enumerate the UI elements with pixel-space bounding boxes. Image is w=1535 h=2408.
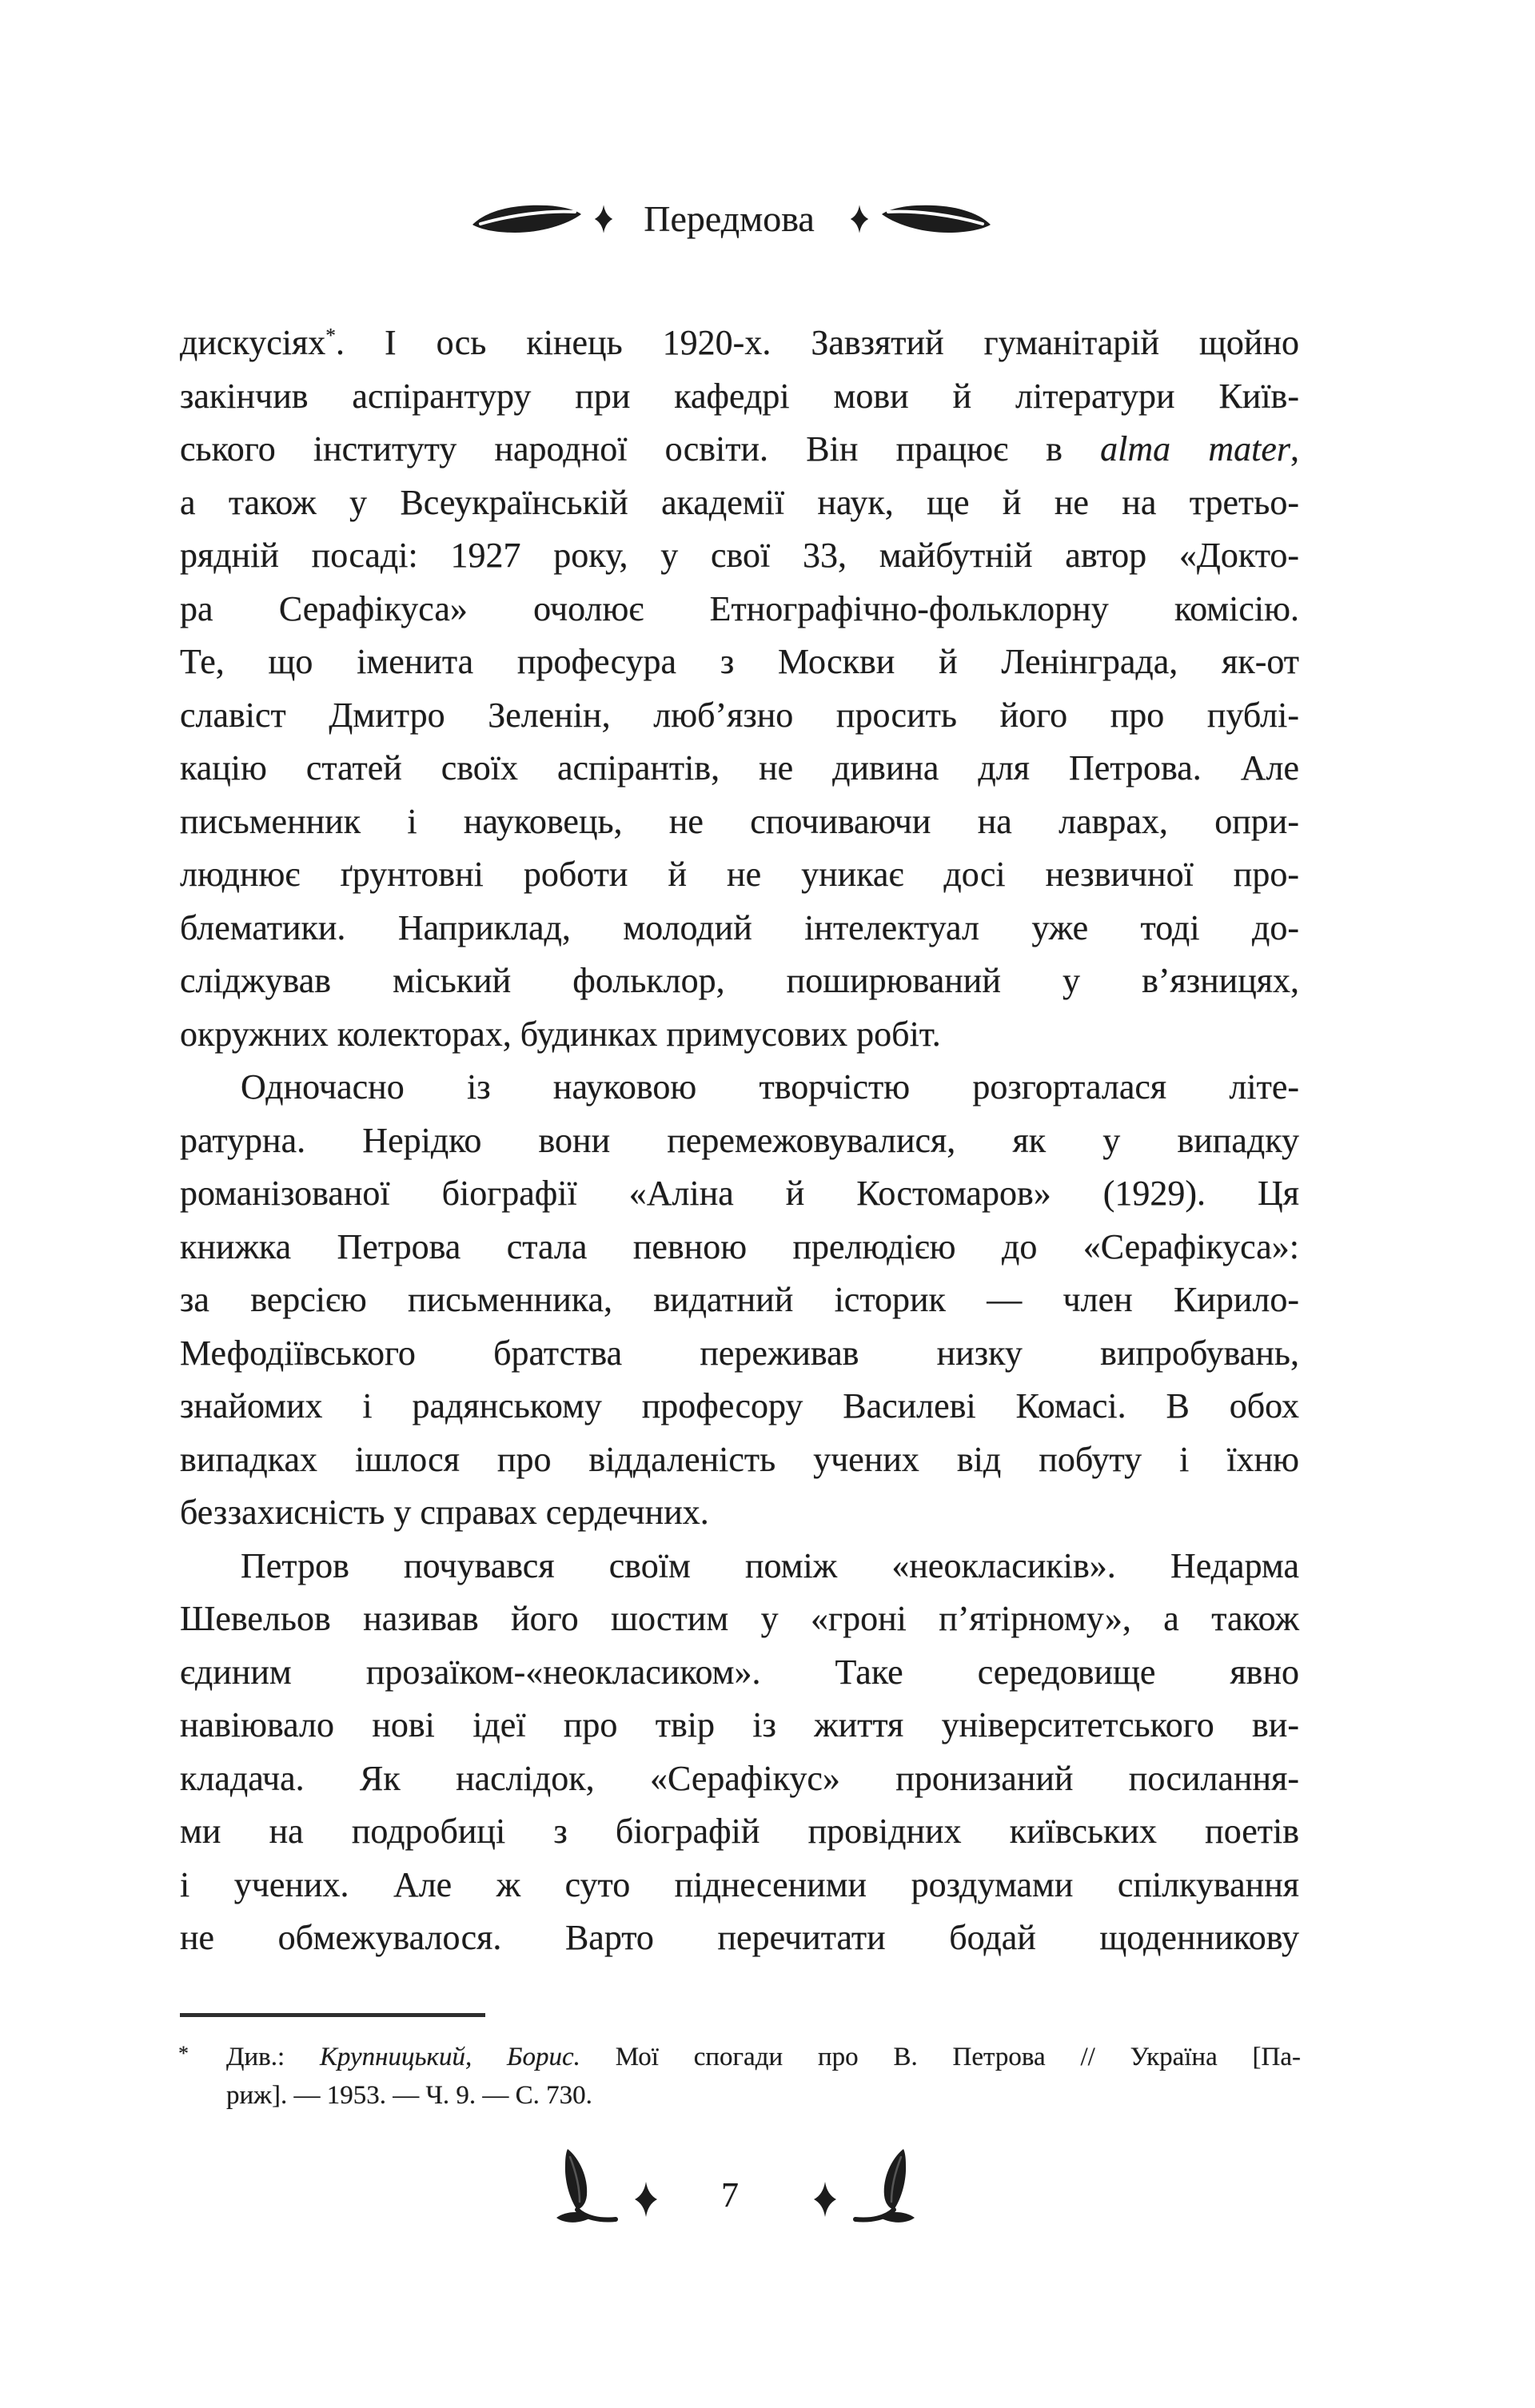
- page-footer: [0, 2147, 1503, 2229]
- footnote-rule: [180, 2013, 485, 2017]
- text-line: блематики. Наприклад, молодий інтелектуал уже тоді до-: [180, 907, 1299, 947]
- text-line: знайомих і радянському професору Василеві Комасі. В обох: [180, 1386, 1299, 1425]
- text-line: Мефодіївського братства переживав низку випробувань,: [180, 1333, 1299, 1373]
- text-line: кладача. Як наслідок, «Серафікус» пронизаний посилання-: [180, 1758, 1299, 1798]
- body-text: [180, 317, 1299, 1965]
- text-line: ми на подробиці з біографій провідних київських поетів: [180, 1812, 1299, 1851]
- text-line: книжка Петрова стала певною прелюдією до «Серафікуса»:: [180, 1226, 1299, 1266]
- text-line: навіювало нові ідеї про твір із життя університетського ви-: [180, 1705, 1299, 1744]
- text-line: Шевельов називав його шостим у «гроні п’ятірному», а також: [180, 1599, 1299, 1638]
- footnote-text: [226, 2038, 1301, 2115]
- footnote-marker: *: [178, 2042, 189, 2065]
- text-line: а також у Всеукраїнській академії наук, ще й не на третьо-: [180, 482, 1299, 522]
- diamond-star-icon: [594, 201, 613, 237]
- diamond-star-icon: [812, 2181, 838, 2218]
- text-line: ратурна. Нерідко вони перемежовувалися, як у випадку: [180, 1120, 1299, 1160]
- leaf-flourish-icon: [471, 201, 583, 237]
- text-line: Петров почувався своїм поміж «неокласиків». Недарма: [241, 1545, 1299, 1585]
- text-line: кацію статей своїх аспірантів, не дивина для Петрова. Але: [180, 748, 1299, 787]
- text-line: беззахисність у справах сердечних.: [180, 1493, 709, 1532]
- text-line: Одночасно із науковою творчістю розгорталася літе-: [241, 1067, 1299, 1106]
- text-line: письменник і науковець, не спочиваючи на лаврах, опри-: [180, 801, 1299, 841]
- text-line: Див.: Крупницький, Борис. Мої спогади про В. Петрова // Україна [Па-: [226, 2043, 1301, 2071]
- text-line: рядній посаді: 1927 року, у свої 33, майбутній автор «Докто-: [180, 536, 1299, 575]
- text-line: ра Серафікуса» очолює Етнографічно-фольклорну комісію.: [180, 588, 1299, 628]
- text-line: романізованої біографії «Аліна й Костомаров» (1929). Ця: [180, 1174, 1299, 1213]
- text-line: випадках ішлося про віддаленість учених від побуту і їхню: [180, 1439, 1299, 1479]
- leaf-sprig-icon: [847, 2147, 927, 2229]
- text-line: люднює ґрунтовні роботи й не уникає досі незвичної про-: [180, 855, 1299, 894]
- text-line: ського інституту народної освіти. Він працює в alma mater,: [180, 429, 1299, 468]
- text-line: за версією письменника, видатний історик — член Кирило-: [180, 1280, 1299, 1319]
- footnote-body: [178, 2038, 1301, 2115]
- text-line: Те, що іменита професура з Москви й Ленінграда, як-от: [180, 642, 1299, 681]
- text-line: єдиним прозаїком-«неокласиком». Таке середовище явно: [180, 1652, 1299, 1692]
- text-line: риж]. — 1953. — Ч. 9. — С. 730.: [226, 2081, 592, 2110]
- page-header: [0, 197, 1499, 241]
- footnote: [180, 2013, 1299, 2115]
- text-line: закінчив аспірантуру при кафедрі мови й літератури Київ-: [180, 376, 1299, 416]
- diamond-star-icon: [850, 201, 869, 237]
- text-line: окружних колекторах, будинках примусових робіт.: [180, 1014, 941, 1054]
- text-line: сліджував міський фольклор, поширюваний у в’язницях,: [180, 961, 1299, 1000]
- page-title: Передмова: [644, 198, 815, 239]
- diamond-star-icon: [633, 2181, 659, 2218]
- text-line: славіст Дмитро Зеленін, люб’язно просить його про публі-: [180, 695, 1299, 735]
- leaf-sprig-icon: [544, 2147, 624, 2229]
- leaf-flourish-icon: [880, 201, 992, 237]
- text-line: не обмежувалося. Варто перечитати бодай щоденникову: [180, 1918, 1299, 1957]
- text-line: і учених. Але ж суто піднесеними роздумами спілкування: [180, 1864, 1299, 1904]
- page-number: 7: [721, 2175, 739, 2215]
- text-line: дискусіях*. І ось кінець 1920-х. Завзятий гуманітарій щойно: [180, 323, 1299, 362]
